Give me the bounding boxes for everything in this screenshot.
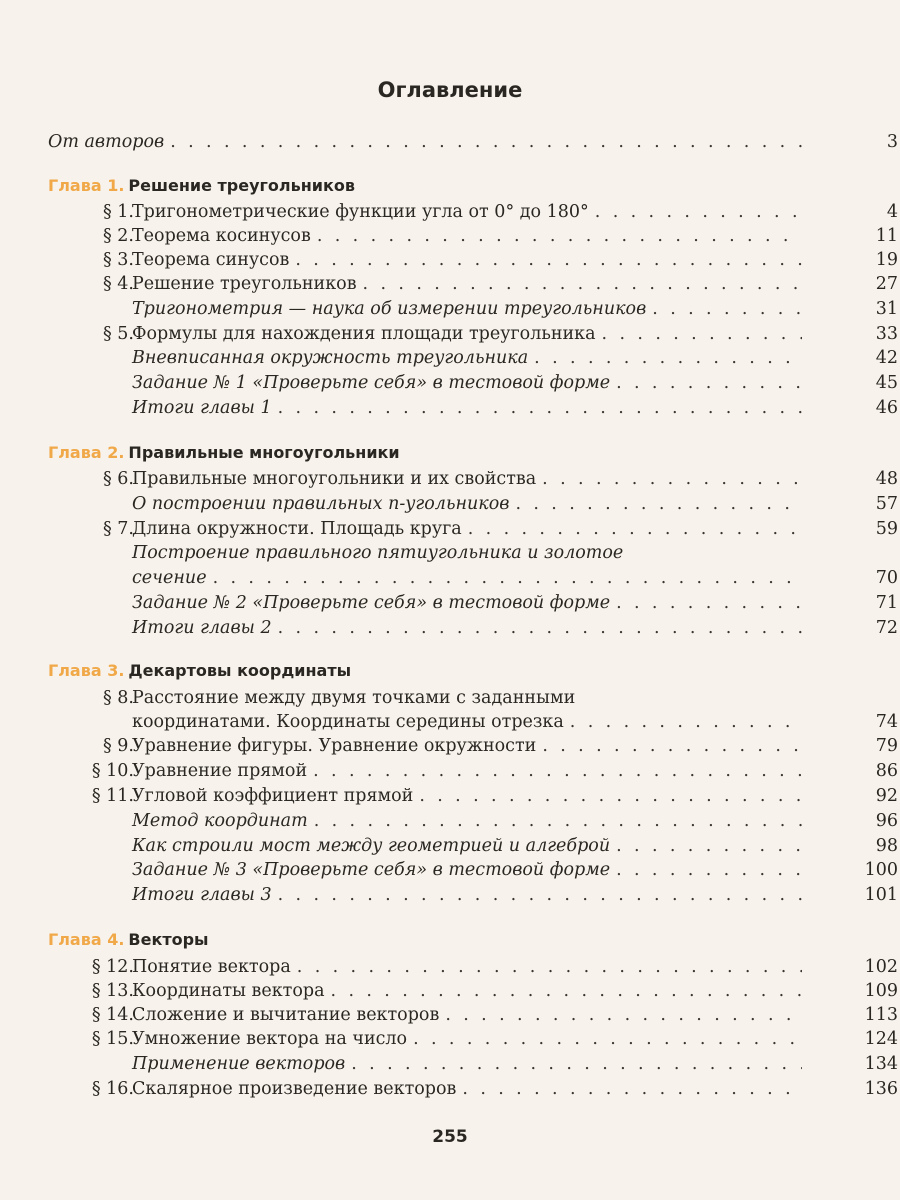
entry-page: 74 bbox=[875, 712, 898, 732]
entry-page: 19 bbox=[875, 250, 898, 270]
toc-entry bbox=[48, 200, 898, 224]
chapter-heading bbox=[48, 441, 400, 465]
entry-page: 70 bbox=[875, 568, 898, 588]
dot-leader bbox=[419, 784, 802, 808]
dot-leader bbox=[331, 979, 802, 1003]
chapter-label: Глава 3. bbox=[48, 661, 125, 680]
toc-entry bbox=[48, 224, 898, 248]
entry-label: Формулы для нахождения площади треугольника bbox=[132, 324, 596, 344]
toc-entry bbox=[48, 517, 898, 541]
entry-page: 72 bbox=[875, 618, 898, 638]
dot-leader bbox=[363, 272, 802, 296]
dot-leader bbox=[616, 591, 802, 615]
entry-page: 113 bbox=[864, 1005, 898, 1025]
toc-entry bbox=[48, 371, 898, 395]
dot-leader bbox=[534, 346, 802, 370]
dot-leader bbox=[462, 1077, 802, 1101]
entry-number: § 9. bbox=[102, 736, 134, 756]
toc-entry bbox=[48, 396, 898, 420]
toc-entry bbox=[48, 566, 898, 590]
entry-label: От авторов bbox=[48, 132, 165, 152]
toc-entry bbox=[48, 616, 898, 640]
entry-number: § 1. bbox=[102, 202, 134, 222]
chapter-label: Глава 2. bbox=[48, 443, 125, 462]
entry-number: § 8. bbox=[102, 688, 134, 708]
entry-first-line: Построение правильного пятиугольника и золотое bbox=[132, 543, 624, 563]
entry-label: Как строили мост между геометрией и алгеброй bbox=[132, 836, 611, 856]
entry-label: Метод координат bbox=[132, 811, 308, 831]
dot-leader bbox=[278, 883, 802, 907]
toc-entry bbox=[48, 883, 898, 907]
dot-leader bbox=[278, 616, 802, 640]
chapter-heading bbox=[48, 659, 351, 683]
toc-entry bbox=[48, 1077, 898, 1101]
toc-entry bbox=[48, 272, 898, 296]
dot-leader bbox=[602, 322, 802, 346]
dot-leader bbox=[295, 248, 802, 272]
entry-page: 96 bbox=[875, 811, 898, 831]
toc-entry bbox=[48, 248, 898, 272]
entry-page: 71 bbox=[875, 593, 898, 613]
page-number: 255 bbox=[432, 1127, 468, 1147]
dot-leader bbox=[278, 396, 802, 420]
entry-label: координатами. Координаты середины отрезка bbox=[132, 712, 564, 732]
toc-entry bbox=[48, 734, 898, 758]
toc-entry bbox=[48, 346, 898, 370]
entry-label: Уравнение прямой bbox=[132, 761, 308, 781]
toc-entry bbox=[48, 467, 898, 491]
entry-page: 92 bbox=[875, 786, 898, 806]
entry-page: 101 bbox=[864, 885, 898, 905]
entry-page: 11 bbox=[875, 226, 898, 246]
toc-entry bbox=[48, 809, 898, 833]
toc-entry-preface bbox=[48, 130, 898, 154]
entry-label: Понятие вектора bbox=[132, 957, 291, 977]
entry-label: Теорема синусов bbox=[132, 250, 290, 270]
entry-label: Вневписанная окружность треугольника bbox=[132, 348, 529, 368]
entry-label: Итоги главы 2 bbox=[132, 618, 272, 638]
toc-entry bbox=[48, 784, 898, 808]
toc-entry bbox=[48, 492, 898, 516]
entry-page: 79 bbox=[875, 736, 898, 756]
dot-leader bbox=[413, 1027, 802, 1051]
entry-number: § 2. bbox=[102, 226, 134, 246]
entry-number: § 16. bbox=[91, 1079, 134, 1099]
dot-leader bbox=[445, 1003, 802, 1027]
toc-entry bbox=[48, 1027, 898, 1051]
entry-first-line: Расстояние между двумя точками с заданными bbox=[132, 688, 576, 708]
entry-page: 46 bbox=[875, 398, 898, 418]
entry-label: Итоги главы 3 bbox=[132, 885, 272, 905]
dot-leader bbox=[595, 200, 802, 224]
entry-page: 100 bbox=[864, 860, 898, 880]
dot-leader bbox=[313, 759, 802, 783]
toc-entry bbox=[48, 979, 898, 1003]
toc-entry bbox=[48, 297, 898, 321]
dot-leader bbox=[170, 130, 802, 154]
dot-leader bbox=[616, 834, 802, 858]
chapter-title: Правильные многоугольники bbox=[128, 443, 400, 462]
entry-number: § 12. bbox=[91, 957, 134, 977]
entry-label: Тригонометрия — наука об измерении треугольников bbox=[132, 299, 647, 319]
entry-label: Теорема косинусов bbox=[132, 226, 311, 246]
entry-number: § 7. bbox=[102, 519, 134, 539]
entry-label: Координаты вектора bbox=[132, 981, 325, 1001]
entry-label: сечение bbox=[132, 568, 207, 588]
entry-label: Умножение вектора на число bbox=[132, 1029, 408, 1049]
entry-page: 45 bbox=[875, 373, 898, 393]
entry-page: 102 bbox=[864, 957, 898, 977]
dot-leader bbox=[314, 809, 802, 833]
entry-page: 27 bbox=[875, 274, 898, 294]
entry-label: О построении правильных n-угольников bbox=[132, 494, 510, 514]
chapter-title: Декартовы координаты bbox=[128, 661, 352, 680]
entry-number: § 3. bbox=[102, 250, 134, 270]
entry-page: 86 bbox=[875, 761, 898, 781]
toc-entry bbox=[48, 1003, 898, 1027]
page-title: Оглавление bbox=[377, 78, 523, 102]
chapter-heading bbox=[48, 174, 355, 198]
toc-entry bbox=[48, 1052, 898, 1076]
entry-number: § 11. bbox=[91, 786, 134, 806]
chapter-heading bbox=[48, 928, 209, 952]
entry-page: 42 bbox=[875, 348, 898, 368]
entry-page: 59 bbox=[875, 519, 898, 539]
entry-label: Уравнение фигуры. Уравнение окружности bbox=[132, 736, 537, 756]
entry-label: Тригонометрические функции угла от 0° до 180° bbox=[132, 202, 589, 222]
toc-entry bbox=[48, 759, 898, 783]
dot-leader bbox=[570, 710, 802, 734]
entry-page: 98 bbox=[875, 836, 898, 856]
entry-label: Сложение и вычитание векторов bbox=[132, 1005, 440, 1025]
toc-entry bbox=[48, 858, 898, 882]
entry-page: 4 bbox=[886, 202, 898, 222]
entry-label: Задание № 1 «Проверьте себя» в тестовой форме bbox=[132, 373, 611, 393]
entry-label: Задание № 3 «Проверьте себя» в тестовой форме bbox=[132, 860, 611, 880]
entry-number: § 5. bbox=[102, 324, 134, 344]
entry-label: Решение треугольников bbox=[132, 274, 357, 294]
entry-label: Применение векторов bbox=[132, 1054, 346, 1074]
entry-number: § 6. bbox=[102, 469, 134, 489]
dot-leader bbox=[515, 492, 802, 516]
entry-page: 136 bbox=[864, 1079, 898, 1099]
entry-page: 109 bbox=[864, 981, 898, 1001]
chapter-title: Векторы bbox=[128, 930, 209, 949]
entry-number: § 13. bbox=[91, 981, 134, 1001]
entry-page: 124 bbox=[864, 1029, 898, 1049]
toc-entry bbox=[48, 955, 898, 979]
dot-leader bbox=[297, 955, 802, 979]
entry-page: 33 bbox=[875, 324, 898, 344]
dot-leader bbox=[542, 467, 802, 491]
toc-entry bbox=[48, 322, 898, 346]
chapter-label: Глава 4. bbox=[48, 930, 125, 949]
entry-number: § 4. bbox=[102, 274, 134, 294]
entry-number: § 15. bbox=[91, 1029, 134, 1049]
dot-leader bbox=[351, 1052, 802, 1076]
entry-label: Задание № 2 «Проверьте себя» в тестовой форме bbox=[132, 593, 611, 613]
entry-page: 134 bbox=[864, 1054, 898, 1074]
entry-label: Правильные многоугольники и их свойства bbox=[132, 469, 537, 489]
entry-page: 3 bbox=[886, 132, 898, 152]
entry-number: § 14. bbox=[91, 1005, 134, 1025]
entry-label: Итоги главы 1 bbox=[132, 398, 272, 418]
dot-leader bbox=[317, 224, 802, 248]
entry-page: 48 bbox=[875, 469, 898, 489]
dot-leader bbox=[542, 734, 802, 758]
entry-page: 57 bbox=[875, 494, 898, 514]
dot-leader bbox=[616, 371, 802, 395]
entry-page: 31 bbox=[875, 299, 898, 319]
entry-label: Длина окружности. Площадь круга bbox=[132, 519, 462, 539]
dot-leader bbox=[468, 517, 802, 541]
toc-entry bbox=[48, 710, 898, 734]
toc-entry bbox=[48, 834, 898, 858]
entry-number: § 10. bbox=[91, 761, 134, 781]
entry-label: Скалярное произведение векторов bbox=[132, 1079, 457, 1099]
dot-leader bbox=[616, 858, 802, 882]
chapter-title: Решение треугольников bbox=[128, 176, 355, 195]
chapter-label: Глава 1. bbox=[48, 176, 125, 195]
toc-entry bbox=[48, 591, 898, 615]
dot-leader bbox=[213, 566, 802, 590]
dot-leader bbox=[652, 297, 802, 321]
entry-label: Угловой коэффициент прямой bbox=[132, 786, 414, 806]
